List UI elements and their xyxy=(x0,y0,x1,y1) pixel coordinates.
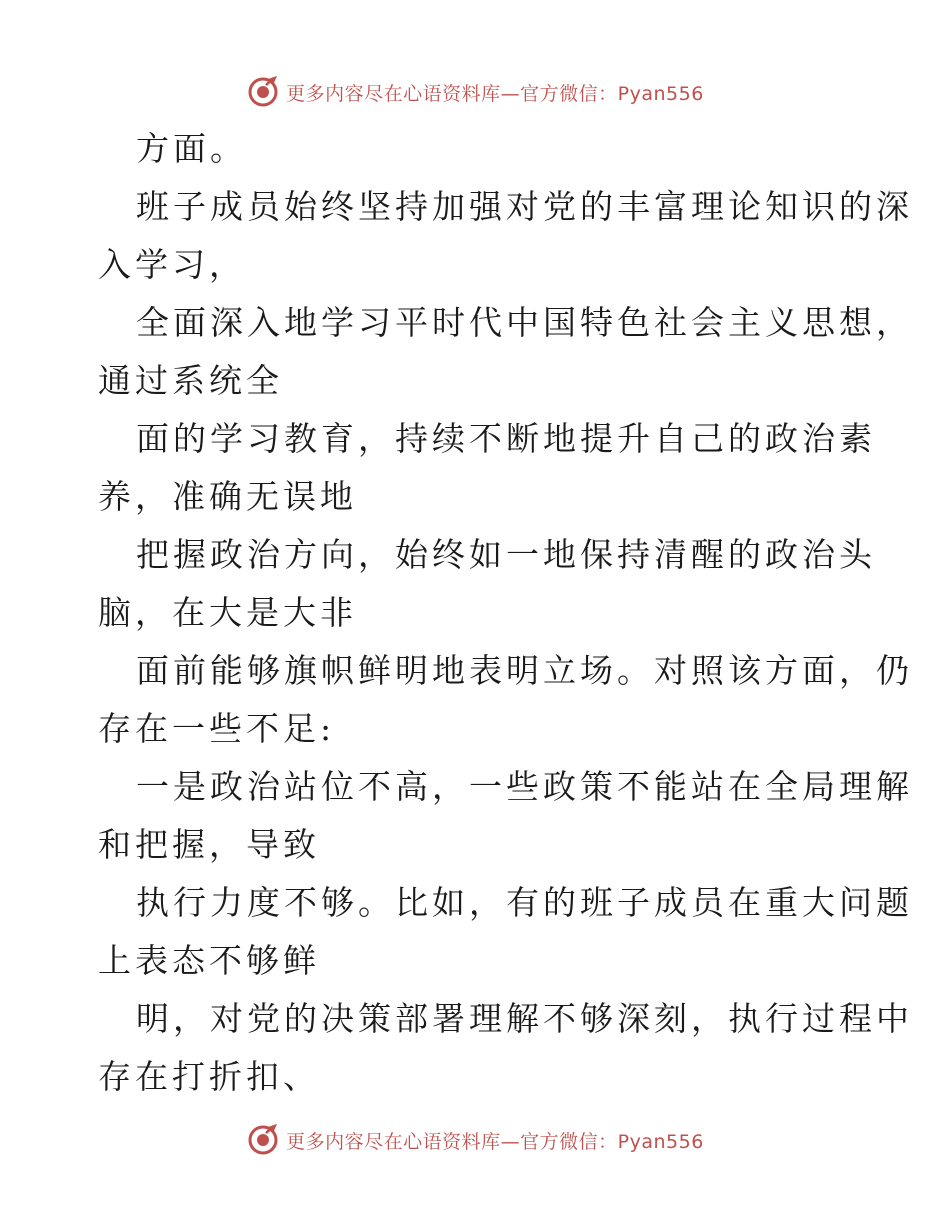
text-line: 班子成员始终坚持加强对党的丰富理论知识的深 xyxy=(136,187,913,226)
watermark-text: 更多内容尽在心语资料库—官方微信：Pyan556 xyxy=(286,1130,704,1153)
pen-circle-logo-icon xyxy=(246,75,280,109)
text-line: 全面深入地学习平时代中国特色社会主义思想， xyxy=(136,303,913,342)
text-line: 执行力度不够。比如，有的班子成员在重大问题 xyxy=(136,883,913,922)
text-line: 存在打折扣、 xyxy=(98,1057,320,1096)
text-line: 面的学习教育，持续不断地提升自己的政治素 xyxy=(136,419,876,458)
text-line: 通过系统全 xyxy=(98,361,283,400)
text-line: 方面。 xyxy=(136,129,247,168)
text-line: 上表态不够鲜 xyxy=(98,941,320,980)
text-line: 和把握，导致 xyxy=(98,825,320,864)
watermark-text: 更多内容尽在心语资料库—官方微信：Pyan556 xyxy=(286,82,704,105)
text-line: 存在一些不足: xyxy=(98,709,336,748)
footer-watermark xyxy=(0,1120,950,1160)
pen-circle-logo-icon xyxy=(246,1123,280,1157)
text-line: 脑，在大是大非 xyxy=(98,593,357,632)
text-line: 养，准确无误地 xyxy=(98,477,357,516)
text-line: 一是政治站位不高，一些政策不能站在全局理解 xyxy=(136,767,913,806)
text-line: 把握政治方向，始终如一地保持清醒的政治头 xyxy=(136,535,876,574)
text-line: 明，对党的决策部署理解不够深刻，执行过程中 xyxy=(136,999,913,1038)
text-line: 入学习， xyxy=(98,245,246,284)
document-body xyxy=(98,120,913,1106)
text-line: 面前能够旗帜鲜明地表明立场。对照该方面，仍 xyxy=(136,651,913,690)
header-watermark xyxy=(0,72,950,112)
